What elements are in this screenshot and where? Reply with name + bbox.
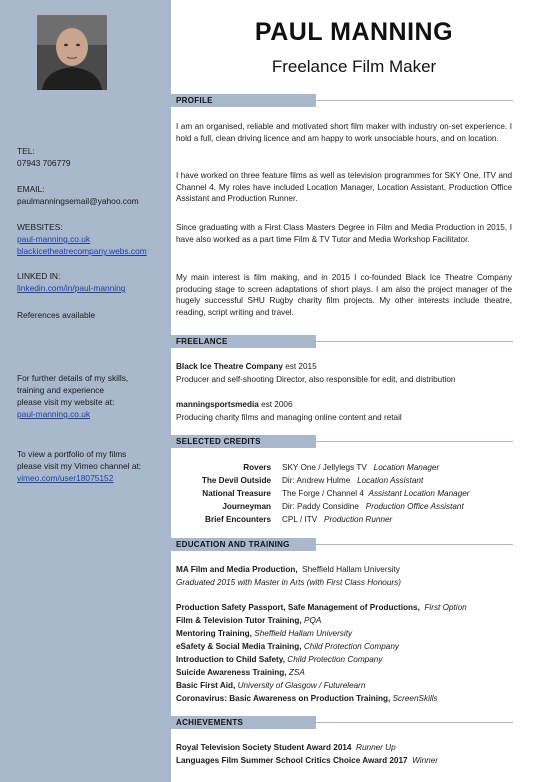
training-provider: Child Protection Company [287, 655, 383, 664]
profile-paragraph: I am an organised, reliable and motivated short film maker with industry on-set experience. I hold a full, clean driving licence and am happy to work unsociable hours, and on location. [176, 122, 512, 143]
achievement-name: Languages Film Summer School Critics Choice Award 2017 [176, 756, 408, 765]
achievement-result: Winner [412, 756, 439, 765]
website-link-2[interactable] [17, 245, 167, 257]
linkedin-label: LINKED IN: [17, 271, 61, 281]
website-link-1-text[interactable]: paul-manning.co.uk [17, 234, 91, 244]
website-link-1[interactable] [17, 233, 167, 245]
credit-role: Location Assistant [357, 476, 424, 485]
profile-paragraph: My main interest is film making, and in 2015 I co-founded Black Ice Theatre Company producing stage to screen adaptations of short plays. I am also the project manager of the hugely successful SHU Rugby charity film projects. My other interests include theatre, reading, script writing and travel. [176, 273, 512, 317]
tel-value: 07943 706779 [17, 158, 71, 168]
websites-label: WEBSITES: [17, 222, 63, 232]
credit-role: Assistant Location Manager [368, 489, 470, 498]
credit-detail [282, 515, 392, 524]
freelance-est: est 2006 [261, 400, 293, 409]
freelance-heading [176, 399, 293, 410]
training-item [176, 693, 438, 704]
linkedin-link-text[interactable]: linkedin.com/in/paul-manning [17, 283, 126, 293]
training-item [176, 615, 321, 626]
achievement-name: Royal Television Society Student Award 2014 [176, 743, 352, 752]
credit-title: National Treasure [202, 489, 271, 498]
website-link-2-text[interactable]: blackicetheatrecompany.webs.com [17, 246, 147, 256]
linkedin-link[interactable] [17, 282, 167, 294]
training-item [176, 628, 352, 639]
freelance-description: Producer and self-shooting Director, also responsible for edit, and distribution [176, 375, 456, 384]
profile-paragraph: I have worked on three feature films as well as television programmes for SKY One, ITV and Channel 4. My roles have included Location Manager, Location Assistant, Production Office Assistant and Production Runner. [176, 171, 512, 203]
further-details-3: please visit my website at: [17, 397, 115, 407]
credit-detail [282, 502, 464, 511]
education-graduation: Graduated 2015 with Master in Arts (with First Class Honours) [176, 578, 401, 587]
vimeo-note-1: To view a portfolio of my films [17, 449, 127, 459]
training-item [176, 680, 365, 691]
freelance-company: manningsportsmedia [176, 400, 259, 409]
credit-detail [282, 489, 470, 498]
references-note: References available [17, 310, 96, 320]
training-item [176, 641, 399, 652]
training-name: Suicide Awareness Training, [176, 668, 287, 677]
credit-role: Location Manager [373, 463, 440, 472]
training-name: Basic First Aid, [176, 681, 236, 690]
credit-detail [282, 463, 439, 472]
vimeo-link[interactable] [17, 472, 167, 484]
section-rule [311, 100, 513, 101]
training-name: Production Safety Passport, Safe Management of Productions, [176, 603, 420, 612]
training-name: Film & Television Tutor Training, [176, 616, 302, 625]
further-link-text[interactable]: paul-manning.co.uk [17, 409, 91, 419]
training-name: Mentoring Training, [176, 629, 252, 638]
vimeo-link-text[interactable]: vimeo.com/user18075152 [17, 473, 114, 483]
section-education: EDUCATION AND TRAINING [171, 538, 316, 551]
tel-label: TEL: [17, 146, 35, 156]
credit-production: CPL / ITV [282, 515, 318, 524]
training-item [176, 654, 382, 665]
training-provider: First Option [424, 603, 467, 612]
credit-production: SKY One / Jellylegs TV [282, 463, 367, 472]
credit-production: Dir: Paddy Considine [282, 502, 359, 511]
degree-name: MA Film and Media Production, [176, 565, 298, 574]
credit-title: The Devil Outside [201, 476, 271, 485]
cv-job-title: Freelance Film Maker [271, 57, 437, 76]
section-rule [311, 341, 513, 342]
freelance-description: Producing charity films and managing online content and retail [176, 413, 402, 422]
credit-title: Rovers [243, 463, 271, 472]
training-provider: University of Glasgow / Futurelearn [237, 681, 366, 690]
training-provider: ZSA [288, 668, 305, 677]
profile-paragraph: Since graduating with a First Class Masters Degree in Film and Media Production in 2015, I have also worked as a part time Film & TV Tutor and Media Workshop Facilitator. [176, 223, 512, 244]
credit-production: Dir: Andrew Hulme [282, 476, 351, 485]
section-rule [311, 722, 513, 723]
training-provider: ScreenSkills [392, 694, 438, 703]
training-provider: Child Protection Company [303, 642, 399, 651]
vimeo-note-2: please visit my Vimeo channel at: [17, 461, 142, 471]
credit-title: Brief Encounters [205, 515, 271, 524]
education-degree [176, 564, 400, 575]
email-label: EMAIL: [17, 184, 45, 194]
achievement-result: Runner Up [356, 743, 396, 752]
credit-role: Production Office Assistant [365, 502, 464, 511]
credit-detail [282, 476, 423, 485]
section-profile: PROFILE [171, 94, 316, 107]
freelance-company: Black Ice Theatre Company [176, 362, 283, 371]
credit-title: Journeyman [222, 502, 271, 511]
section-achievements: ACHIEVEMENTS [171, 716, 316, 729]
achievement-item [176, 755, 438, 766]
cv-name: PAUL MANNING [254, 18, 454, 46]
freelance-heading [176, 361, 317, 372]
credit-production: The Forge / Channel 4 [282, 489, 364, 498]
degree-university: Sheffield Hallam University [302, 565, 400, 574]
training-provider: PQA [303, 616, 322, 625]
training-item [176, 667, 305, 678]
section-freelance: FREELANCE [171, 335, 316, 348]
training-provider: Sheffield Hallam University [254, 629, 353, 638]
email-value: paulmanningsemail@yahoo.com [17, 196, 139, 206]
achievement-item [176, 742, 396, 753]
further-details-2: training and experience [17, 385, 105, 395]
profile-photo [37, 15, 107, 90]
training-name: eSafety & Social Media Training, [176, 642, 302, 651]
further-link[interactable] [17, 408, 167, 420]
section-rule [311, 441, 513, 442]
further-details-1: For further details of my skills, [17, 373, 129, 383]
training-name: Introduction to Child Safety, [176, 655, 286, 664]
freelance-est: est 2015 [285, 362, 317, 371]
section-credits: SELECTED CREDITS [171, 435, 316, 448]
training-name: Coronavirus: Basic Awareness on Production Training, [176, 694, 391, 703]
training-item [176, 602, 467, 613]
section-rule [311, 544, 513, 545]
credit-role: Production Runner [324, 515, 393, 524]
